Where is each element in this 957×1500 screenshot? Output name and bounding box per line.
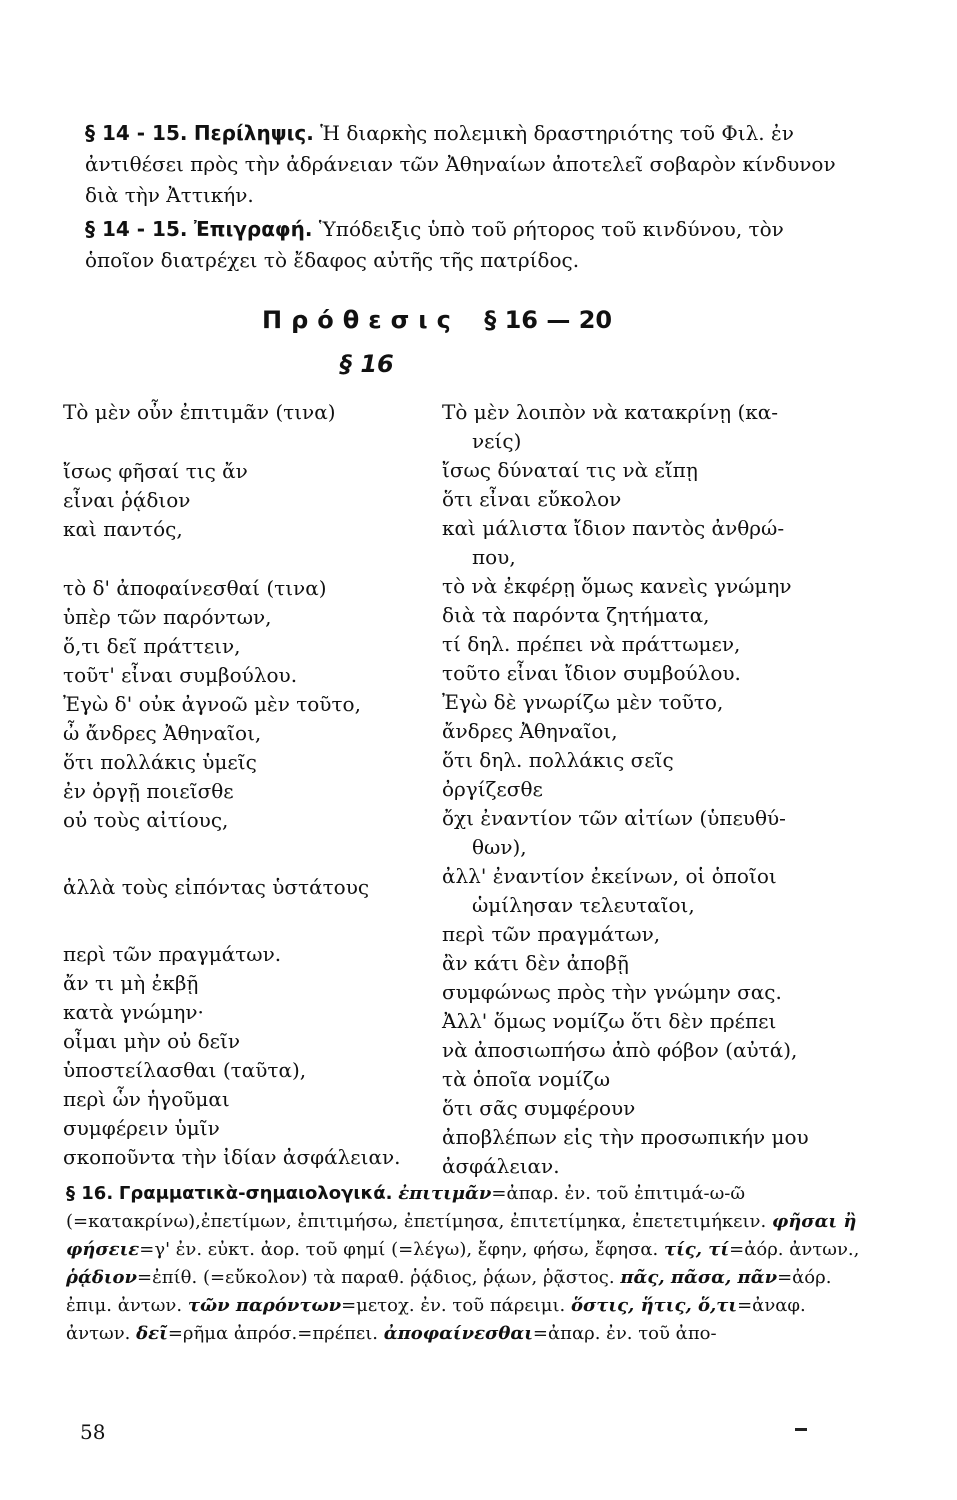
greek-line: περὶ ὧν ἡγοῦμαι xyxy=(63,1087,230,1111)
greek-line: τὸ δ' ἀποφαίνεσθαί (τινα) xyxy=(63,576,327,600)
summary-number: § 14 - 15. xyxy=(85,121,188,145)
inscription-paragraph xyxy=(85,214,845,276)
grammar-notes xyxy=(66,1180,866,1348)
greek-line: ὦ ἄνδρες Ἀθηναῖοι, xyxy=(63,721,262,745)
translation-line: συμφώνως πρὸς τὴν γνώμην σας. xyxy=(442,980,782,1004)
greek-line: ὑπὲρ τῶν παρόντων, xyxy=(63,605,272,629)
translation-line: ἀλλ' ἐναντίον ἐκείνων, οἱ ὁποῖοι xyxy=(442,864,777,888)
greek-line: κατὰ γνώμην· xyxy=(63,1000,204,1024)
translation-line: Ἐγὼ δὲ γνωρίζω μὲν τοῦτο, xyxy=(442,690,724,714)
translation-line: ὅτι σᾶς συμφέρουν xyxy=(442,1096,636,1120)
translation-line: ὅτι δηλ. πολλάκις σεῖς xyxy=(442,748,674,772)
inscription-title: Ἐπιγραφή. xyxy=(193,217,313,241)
grammar-number: § 16. xyxy=(66,1183,114,1204)
greek-line: εἶναι ῥᾴδιον xyxy=(63,488,191,512)
translation-line: ἴσως δύναταί τις νὰ εἴπῃ xyxy=(442,458,698,482)
translation-line: ὀργίζεσθε xyxy=(442,777,543,801)
grammar-term: ἀποφαίνεσθαι xyxy=(383,1323,533,1344)
inscription-text: Ὑπόδειξις ὑπὸ τοῦ ρήτορος τοῦ κινδύνου, τὸν ὁποῖον διατρέχει τὸ ἔδαφος αὐτῆς τῆς πατρίδος. xyxy=(85,217,784,272)
translation-column xyxy=(442,398,862,1181)
greek-line: Ἐγὼ δ' οὐκ ἀγνοῶ μὲν τοῦτο, xyxy=(63,692,361,716)
translation-line: Τὸ μὲν λοιπὸν νὰ κατακρίνῃ (κα- xyxy=(442,400,779,424)
translation-line: θων), xyxy=(472,835,527,859)
grammar-title: Γραμματικὰ-σημαιολογικά. xyxy=(118,1183,393,1204)
translation-line: διὰ τὰ παρόντα ζητήματα, xyxy=(442,603,710,627)
greek-line: ἄν τι μὴ ἐκβῇ xyxy=(63,971,199,995)
heading-range: § 16 — 20 xyxy=(484,306,613,334)
grammar-term: ῥᾴδιον xyxy=(66,1267,138,1288)
grammar-gloss: =ἀόρ. ἐπιμ. ἀντων. xyxy=(66,1267,832,1316)
heading-word: Πρόθεσις xyxy=(262,306,460,334)
grammar-term: ἐπιτιμᾶν xyxy=(398,1183,492,1204)
translation-line: ἀσφάλειαν. xyxy=(442,1154,560,1178)
grammar-gloss: =ἀπαρ. ἐν. τοῦ ἀπο- xyxy=(532,1323,717,1344)
grammar-gloss: =ἀόρ. ἀντων., xyxy=(729,1239,860,1260)
grammar-term: δεῖ xyxy=(136,1323,168,1344)
grammar-term: πᾶς, πᾶσα, πᾶν xyxy=(620,1267,778,1288)
translation-line: τοῦτο εἶναι ἴδιον συμβούλου. xyxy=(442,661,741,685)
greek-line: οἶμαι μὴν οὐ δεῖν xyxy=(63,1029,241,1053)
translation-line: καὶ μάλιστα ἴδιον παντὸς ἀνθρώ- xyxy=(442,516,785,540)
greek-line: σκοποῦντα τὴν ἰδίαν ἀσφάλειαν. xyxy=(63,1145,401,1169)
greek-line: περὶ τῶν πραγμάτων. xyxy=(63,942,282,966)
grammar-term: τίς, τί xyxy=(663,1239,730,1260)
greek-line: Τὸ μὲν οὖν ἐπιτιμᾶν (τινα) xyxy=(63,400,336,424)
grammar-term: ὅστις, ἥτις, ὅ,τι xyxy=(571,1295,738,1316)
summary-paragraph xyxy=(85,118,845,211)
greek-line: ἐν ὀργῇ ποιεῖσθε xyxy=(63,779,234,803)
print-mark xyxy=(795,1428,807,1431)
grammar-term: τῶν παρόντων xyxy=(187,1295,342,1316)
translation-line: τὸ νὰ ἐκφέρῃ ὅμως κανεὶς γνώμην xyxy=(442,574,792,598)
subsection-label: § 16 xyxy=(340,350,394,378)
translation-line: νείς) xyxy=(472,429,522,453)
grammar-gloss: =ἀναφ. ἀντων. xyxy=(66,1295,806,1344)
translation-line: ὄχι ἐναντίον τῶν αἰτίων (ὑπευθύ- xyxy=(442,806,786,830)
greek-line: ἀλλὰ τοὺς εἰπόντας ὑστάτους xyxy=(63,875,370,899)
greek-line: οὐ τοὺς αἰτίους, xyxy=(63,808,229,832)
ancient-text-column xyxy=(63,398,443,1172)
greek-line: ὑποστείλασθαι (ταῦτα), xyxy=(63,1058,307,1082)
translation-line: τί δηλ. πρέπει νὰ πράττωμεν, xyxy=(442,632,741,656)
section-heading xyxy=(262,306,612,334)
greek-line: συμφέρειν ὑμῖν xyxy=(63,1116,220,1140)
greek-line: ὅ,τι δεῖ πράττειν, xyxy=(63,634,241,658)
grammar-gloss: =ρῆμα ἀπρόσ.=πρέπει. xyxy=(167,1323,379,1344)
translation-line: ὡμίλησαν τελευταῖοι, xyxy=(472,893,695,917)
summary-title: Περίληψις. xyxy=(193,121,314,145)
translation-line: ἄνδρες Ἀθηναῖοι, xyxy=(442,719,618,743)
translation-line: νὰ ἀποσιωπήσω ἀπὸ φόβον (αὐτά), xyxy=(442,1038,798,1062)
translation-line: τὰ ὁποῖα νομίζω xyxy=(442,1067,611,1091)
translation-line: που, xyxy=(472,545,516,569)
grammar-term: φῆσαι ἢ φήσειε xyxy=(66,1211,857,1260)
greek-line: καὶ παντός, xyxy=(63,517,183,541)
summary-text: Ἡ διαρκὴς πολεμικὴ δραστηριότης τοῦ Φιλ. ἐν ἀντιθέσει πρὸς τὴν ἀδράνειαν τῶν Ἀθηναίων ἀποτελεῖ σοβαρὸν κίνδυνον διὰ τὴν Ἀττικήν. xyxy=(85,121,836,207)
grammar-gloss: =ἀπαρ. ἐν. τοῦ ἐπιτιμά-ω-ῶ (=κατακρίνω),ἐπετίμων, ἐπιτιμήσω, ἐπετίμησα, ἐπιτετίμηκα, ἐπετετιμήκειν. xyxy=(66,1183,767,1232)
translation-line: ἂν κάτι δὲν ἀποβῇ xyxy=(442,951,629,975)
translation-line: περὶ τῶν πραγμάτων, xyxy=(442,922,661,946)
grammar-gloss: =ἐπίθ. (=εὔκολον) τὰ παραθ. ῥᾴδιος, ῥᾴων, ῥᾷστος. xyxy=(137,1267,615,1288)
inscription-number: § 14 - 15. xyxy=(85,217,188,241)
translation-line: ὅτι εἶναι εὔκολον xyxy=(442,487,622,511)
greek-line: ἴσως φῆσαί τις ἄν xyxy=(63,459,248,483)
translation-line: Ἀλλ' ὅμως νομίζω ὅτι δὲν πρέπει xyxy=(442,1009,777,1033)
grammar-gloss: =μετοχ. ἐν. τοῦ πάρειμι. xyxy=(341,1295,566,1316)
greek-line: τοῦτ' εἶναι συμβούλου. xyxy=(63,663,298,687)
grammar-gloss: =γ' ἐν. εὐκτ. ἀορ. τοῦ φημί (=λέγω), ἔφην, φήσω, ἔφησα. xyxy=(139,1239,659,1260)
translation-line: ἀποβλέπων εἰς τὴν προσωπικήν μου xyxy=(442,1125,809,1149)
greek-line: ὅτι πολλάκις ὑμεῖς xyxy=(63,750,257,774)
page-number: 58 xyxy=(80,1420,106,1444)
